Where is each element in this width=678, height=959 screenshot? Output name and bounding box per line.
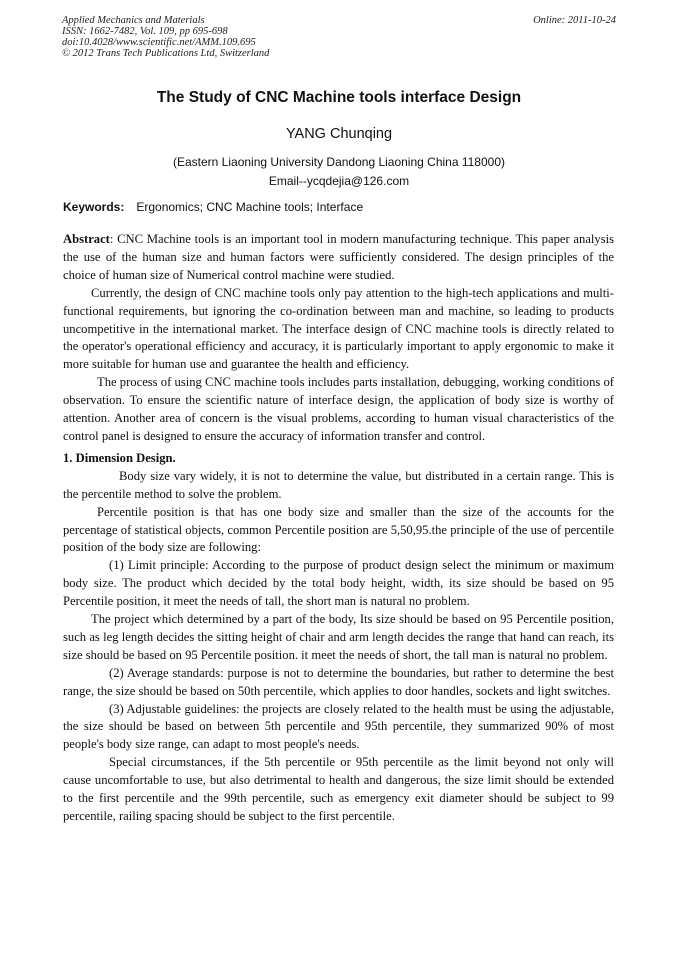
email: Email--ycqdejia@126.com (268, 174, 410, 188)
author-affiliation-block (0, 153, 678, 191)
author-name: YANG Chunqing (285, 126, 393, 142)
journal-name: Applied Mechanics and Materials (62, 15, 205, 26)
journal-header (62, 15, 616, 59)
affiliation: (Eastern Liaoning University Dandong Liaoning China 118000) (173, 155, 505, 169)
paper-title: The Study of CNC Machine tools interface Design (156, 89, 522, 106)
abstract-paragraph (63, 231, 614, 285)
abstract-text: : CNC Machine tools is an important tool in modern manufacturing technique. This paper analysis the use of the human size and human factors were sufficiently considered. The design principles of the choice of human size of Numerical control machine were studied. (63, 232, 614, 282)
body-paragraph: The project which determined by a part of the body, Its size should be based on 95 Percentile position, such as leg length decides the sitting height of chair and arm length decides the range that hand can reach, its size should be based on 95 Percentile position. it meet the needs of short, the tall man is natural no problem. (63, 612, 614, 662)
section-heading: 1. Dimension Design. (63, 450, 176, 465)
body-paragraph: (2) Average standards: purpose is not to determine the boundaries, but rather to determine the best range, the size should be based on 50th percentile, which applies to door handles, sockets and light switches. (63, 665, 614, 698)
paper-body (63, 231, 614, 826)
body-paragraph: Body size vary widely, it is not to determine the value, but distributed in a certain range. This is the percentile method to solve the problem. (63, 468, 614, 501)
keywords-label: Keywords: (63, 200, 125, 214)
abstract-label: Abstract (63, 232, 110, 246)
issn-line: ISSN: 1662-7482, Vol. 109, pp 695-698 (62, 26, 228, 37)
online-date: Online: 2011-10-24 (533, 15, 616, 26)
body-paragraph: (1) Limit principle: According to the purpose of product design select the minimum or maximum body size. The product which decided by the total body height, width, its size should be based on 95 Percentile position, it meet the needs of tall, the short man is natural no problem. (63, 558, 614, 609)
body-paragraph: The process of using CNC machine tools includes parts installation, debugging, working conditions of observation. To ensure the scientific nature of interface design, the application of body size is worthy of attention. Another area of concern is the visual problems, according to human visual characteristics of the control panel is designed to ensure the accuracy of information transfer and control. (63, 375, 614, 443)
body-paragraph: Percentile position is that has one body size and smaller than the size of the accounts for the percentage of statistical objects, common Percentile position are 5,50,95.the principle of the use of percentile position of the body size are following: (63, 504, 614, 555)
copyright-line: © 2012 Trans Tech Publications Ltd, Switzerland (62, 48, 270, 59)
body-paragraph: Special circumstances, if the 5th percentile or 95th percentile as the limit beyond not only will cause uncomfortable to use, but also detrimental to health and dangerous, the size limit should be extended to the first percentile and the 99th percentile, such as emergency exit diameter should be subject to 99 percentile, railing spacing should be subject to the first percentile. (63, 755, 614, 823)
keywords-line (63, 200, 363, 214)
body-paragraph: Currently, the design of CNC machine tools only pay attention to the high-tech applications and multi-functional requirements, but ignoring the co-ordination between man and machine, so leading to products uncompetitive in the international market. The interface design of CNC machine tools is directly related to the operator's operational efficiency and accuracy, it is particularly important to apply ergonomic to make it more suitable for human use and guarantee the health and efficiency. (63, 285, 614, 372)
doi-line: doi:10.4028/www.scientific.net/AMM.109.695 (62, 37, 256, 48)
body-paragraph: (3) Adjustable guidelines: the projects are closely related to the health must be using the adjustable, the size should be based on between 5th percentile and 95th percentile, they summarized 90% of most people's body size range, can adapt to most people's needs. (63, 701, 614, 752)
keywords-text: Ergonomics; CNC Machine tools; Interface (136, 200, 364, 214)
